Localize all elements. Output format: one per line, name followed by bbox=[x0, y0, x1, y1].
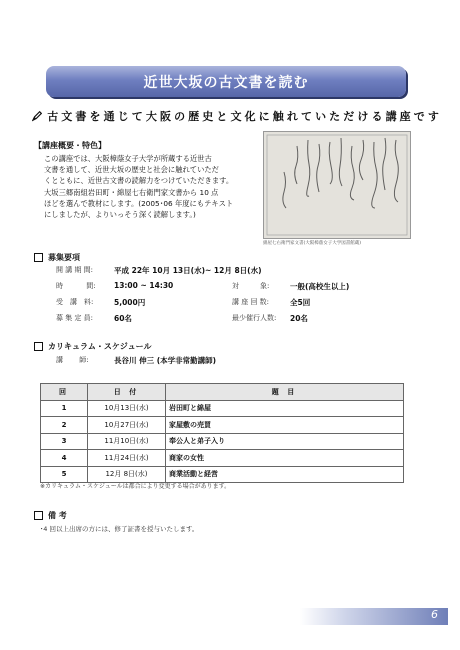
capacity-label: 募 集 定 員: bbox=[56, 314, 94, 322]
square-bullet-icon bbox=[34, 511, 43, 520]
period-row bbox=[56, 265, 262, 276]
time-value: 13:00 ~ 14:30 bbox=[114, 281, 174, 290]
minimum-label: 最少催行人数: bbox=[232, 314, 277, 322]
target-label: 対 象: bbox=[232, 282, 270, 290]
fee-label: 受 講 料: bbox=[56, 298, 94, 306]
session-topic: 奉公人と弟子入り bbox=[166, 433, 404, 450]
session-topic: 家屋敷の売買 bbox=[166, 417, 404, 434]
table-row bbox=[41, 433, 404, 450]
capacity-value: 60名 bbox=[114, 314, 132, 323]
subtitle bbox=[32, 108, 442, 124]
table-row bbox=[41, 450, 404, 467]
session-number: 5 bbox=[41, 466, 88, 483]
minimum-value: 20名 bbox=[290, 314, 308, 323]
table-header-row bbox=[41, 384, 404, 401]
overview-line: ほどを選んで教材にします。(2005･06 年度にもテキスト bbox=[44, 198, 234, 208]
session-number: 2 bbox=[41, 417, 88, 434]
session-date: 10月27日(水) bbox=[88, 417, 166, 434]
sessions-label: 講 座 回 数: bbox=[232, 298, 270, 306]
table-row bbox=[41, 417, 404, 434]
document-photo bbox=[263, 131, 411, 239]
session-topic: 商業活動と経営 bbox=[166, 466, 404, 483]
remarks-heading-text: 備 考 bbox=[48, 511, 67, 520]
page-number: 6 bbox=[431, 608, 438, 621]
session-date: 11月10日(水) bbox=[88, 433, 166, 450]
time-row bbox=[56, 281, 173, 291]
column-header: 題 目 bbox=[166, 384, 404, 401]
target-row bbox=[232, 281, 349, 292]
table-row bbox=[41, 400, 404, 417]
subtitle-text: 古文書を通じて大阪の歴史と文化に触れていただける講座です bbox=[47, 110, 442, 123]
period-value: 平成 22年 10月 13日(水)~ 12月 8日(水) bbox=[114, 266, 262, 275]
column-header: 日 付 bbox=[88, 384, 166, 401]
overview-line: 文書を通して、近世大坂の歴史と社会に触れていただ bbox=[44, 165, 219, 175]
pencil-icon bbox=[32, 110, 42, 122]
column-header: 回 bbox=[41, 384, 88, 401]
overview-line: 大坂三郷南組岩田町・綿屋七右衛門家文書から 10 点 bbox=[44, 187, 219, 197]
recruitment-heading bbox=[34, 252, 80, 263]
title-banner bbox=[46, 66, 406, 97]
minimum-row bbox=[232, 313, 308, 324]
session-number: 1 bbox=[41, 400, 88, 417]
curriculum-heading-text: カリキュラム・スケジュール bbox=[48, 342, 152, 351]
lecturer-value: 長谷川 伸三 (本学非常勤講師) bbox=[114, 356, 217, 365]
overview-line: くとともに、近世古文書の読解力をつけていただきます。 bbox=[44, 176, 234, 186]
footer-bar bbox=[300, 608, 448, 625]
old-document-image bbox=[264, 132, 410, 238]
remarks-text: ･4 回以上出席の方には、修了証書を授与いたします。 bbox=[40, 525, 199, 533]
sessions-value: 全5回 bbox=[290, 298, 311, 307]
overview-line: この講座では、大阪樟蔭女子大学が所蔵する近世古 bbox=[44, 154, 212, 163]
session-date: 10月13日(水) bbox=[88, 400, 166, 417]
image-caption: 綿屋七右衛門家文書(大阪樟蔭女子大学図書館蔵) bbox=[263, 241, 362, 246]
square-bullet-icon bbox=[34, 253, 43, 262]
curriculum-heading bbox=[34, 341, 151, 352]
period-label: 開 講 期 間: bbox=[56, 266, 94, 274]
page-title: 近世大坂の古文書を読む bbox=[143, 74, 309, 91]
session-number: 3 bbox=[41, 433, 88, 450]
fee-value: 5,000円 bbox=[114, 298, 146, 307]
fee-row bbox=[56, 297, 145, 308]
remarks-heading bbox=[34, 510, 67, 521]
schedule-note: ※カリキュラム・スケジュールは都合により変更する場合があります。 bbox=[40, 483, 231, 490]
lecturer-row bbox=[56, 355, 216, 366]
overview-line: にしましたが、よりいっそう深く読解します。) bbox=[44, 210, 196, 220]
time-label: 時 間: bbox=[56, 282, 96, 290]
session-date: 12月 8日(水) bbox=[88, 466, 166, 483]
session-topic: 商家の女性 bbox=[166, 450, 404, 467]
target-value: 一般(高校生以上) bbox=[290, 282, 350, 291]
overview-heading: 【講座概要・特色】 bbox=[34, 141, 106, 150]
session-topic: 岩田町と綿屋 bbox=[166, 400, 404, 417]
overview-text bbox=[44, 153, 256, 220]
session-date: 11月24日(水) bbox=[88, 450, 166, 467]
square-bullet-icon bbox=[34, 342, 43, 351]
capacity-row bbox=[56, 313, 132, 324]
schedule-table bbox=[40, 383, 404, 483]
sessions-row bbox=[232, 297, 310, 308]
recruitment-heading-text: 募集要項 bbox=[48, 253, 80, 262]
session-number: 4 bbox=[41, 450, 88, 467]
lecturer-label: 講 師: bbox=[56, 356, 89, 364]
